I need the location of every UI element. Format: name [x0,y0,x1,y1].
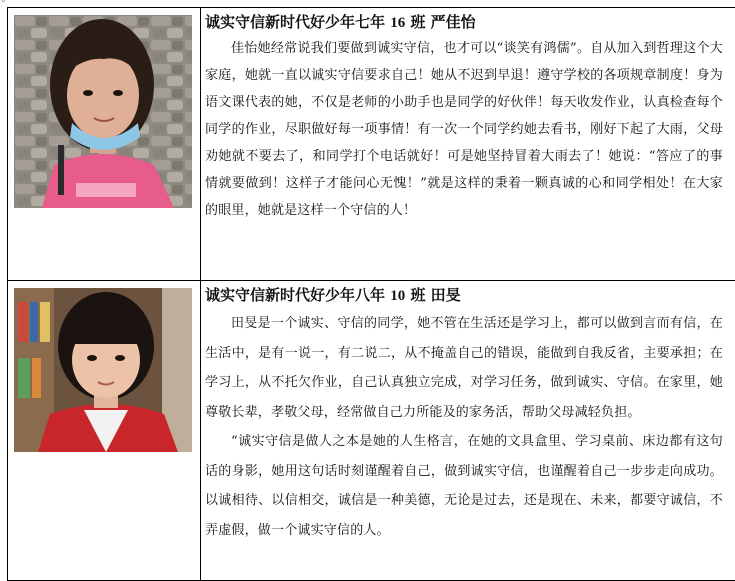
title-suffix: 班 严佳怡 [405,13,475,31]
student-text-cell [201,8,735,281]
student-description: “诚实守信是做人之本是她的人生格言，在她的文具盒里、学习桌前、床边都有这句话的身影，她用这句话时刻谨醒着自己，做到诚实守信，也谨醒着自己一步步走向成功。以诚相待、以信相交，诚信是一种美德，无论是过去，还是现在、未来，都要守诚信，不弄虚假，做一个诚实守信的人。 [205,427,723,545]
photo-cell [8,281,201,581]
title-suffix: 班 田旻 [405,286,460,304]
title-prefix: 诚实守信新时代好少年七年 [205,13,390,31]
title-prefix: 诚实守信新时代好少年八年 [205,286,390,304]
student-title [205,12,735,33]
student-text-cell [201,281,735,581]
table-row [8,281,735,581]
student-title [205,285,735,306]
photo-cell [8,8,201,281]
student-photo-girl-pink-shirt [14,15,192,208]
student-description: 佳怡她经常说我们要做到诚实守信，也才可以“谈笑有鸿儒”。自从加入到哲理这个大家庭，她就一直以诚实守信要求自己！她从不迟到早退！遵守学校的各项规章制度！身为语文课代表的她，不仅是老师的小助手也是同学的好伙伴！每天收发作业，认真检查每个同学的作业，尽职做好每一项事情！有一次一个同学约她去看书，刚好下起了大雨，父母劝她就不要去了，和同学打个电话就好！可是她坚持冒着大雨去了！她说：“答应了的事情就要做到！这样子才能问心无愧！”就是这样的秉着一颗真诚的心和同学相处！在大家的眼里，她就是这样一个守信的人！ [205,35,723,224]
student-photo-girl-red-jacket [14,288,192,452]
class-number: 10 [390,288,405,304]
table-row [8,8,735,281]
corner-mark: ° [1,0,6,9]
class-number: 16 [390,15,405,31]
student-table [7,7,735,581]
student-description: 田旻是一个诚实、守信的同学，她不管在生活还是学习上，都可以做到言而有信，在生活中，是有一说一，有二说二，从不掩盖自己的错误，能做到自我反省，主要承担；在学习上，从不托欠作业，自己认真独立完成，对学习任务，做到诚实、守信。在家里，她尊敬长辈，孝敬父母，经常做自己力所能及的家务活，帮助父母减轻负担。 [205,309,723,427]
